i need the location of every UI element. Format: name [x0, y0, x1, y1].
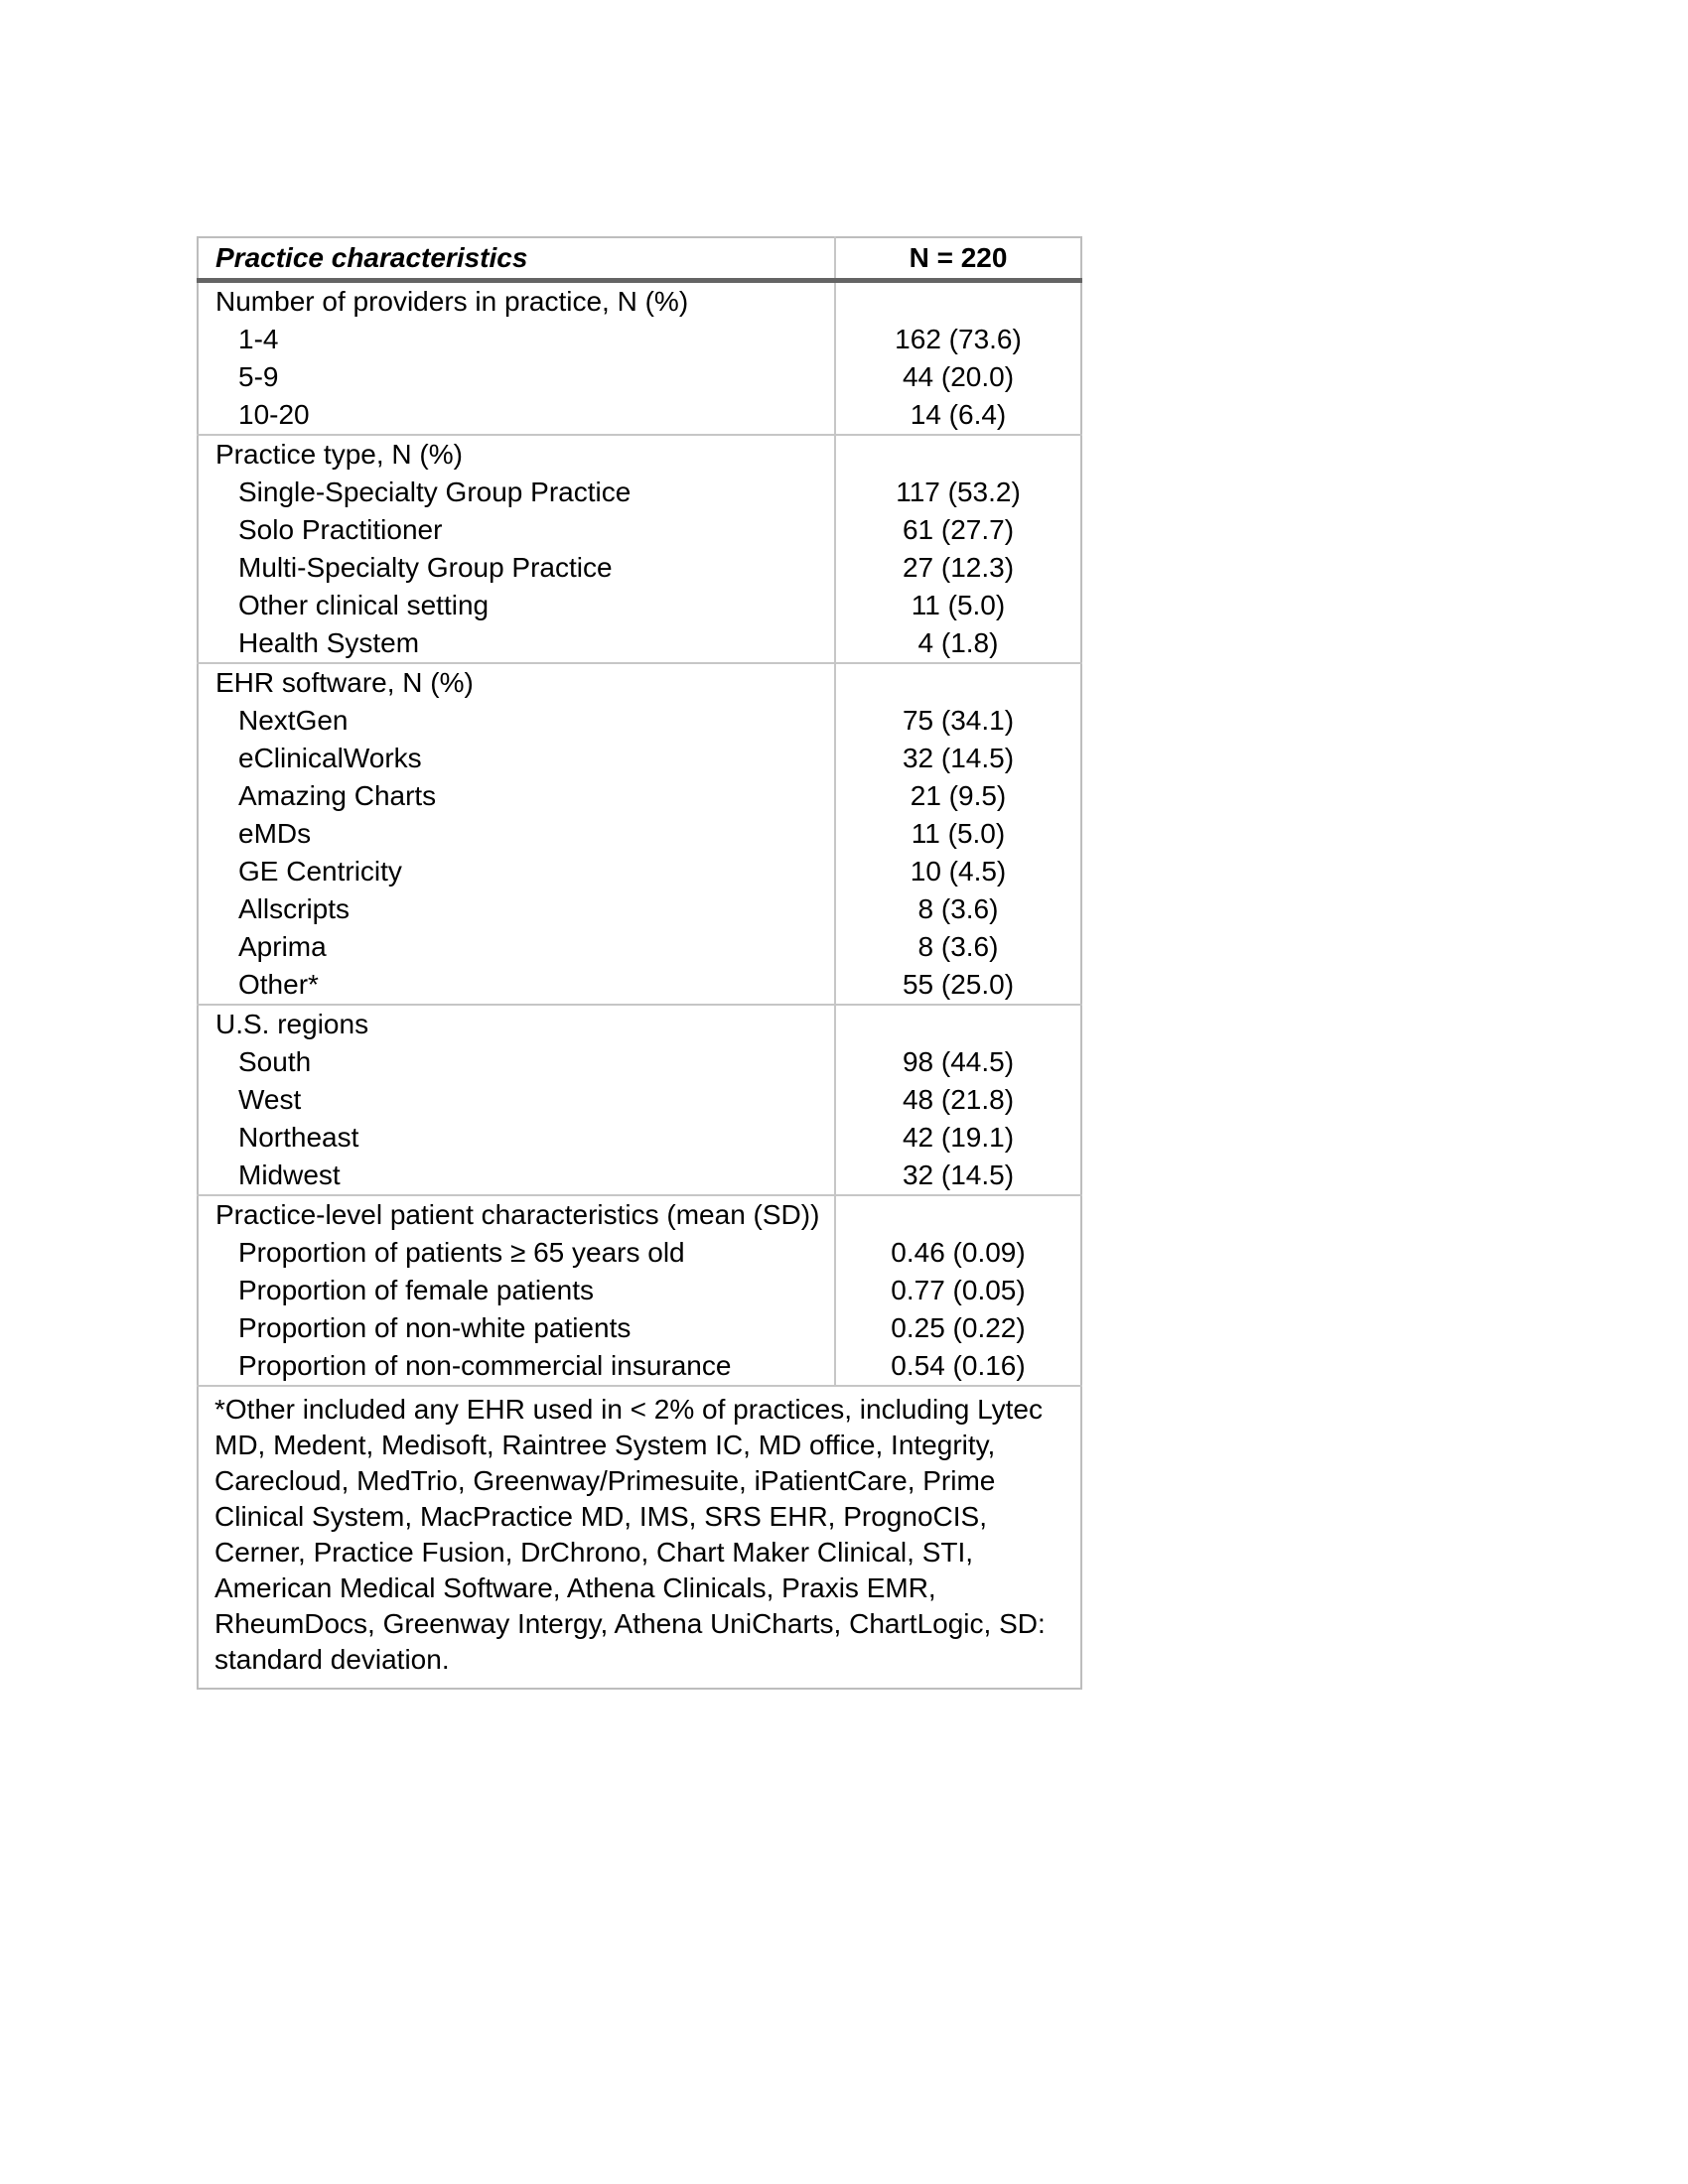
- group-label: U.S. regions: [198, 1005, 835, 1043]
- group-row-u-s-regions: [198, 1005, 1081, 1043]
- table-row-proportion-of-non-white-patients: [198, 1309, 1081, 1347]
- practice-characteristics-table: [197, 236, 1082, 1690]
- table-row-eclinicalworks: [198, 740, 1081, 777]
- table-row-ge-centricity: [198, 853, 1081, 890]
- row-value: 55 (25.0): [902, 969, 1015, 1001]
- table-row-aprima: [198, 928, 1081, 966]
- table-row-multi-specialty-group-practice: [198, 549, 1081, 587]
- group-label: Number of providers in practice, N (%): [198, 281, 835, 322]
- row-value: 14 (6.4): [910, 399, 1007, 431]
- table-footnote-row: [198, 1386, 1081, 1689]
- row-value: 11 (5.0): [911, 818, 1006, 850]
- table-row-midwest: [198, 1157, 1081, 1195]
- row-label: Proportion of female patients: [198, 1272, 835, 1309]
- table-row-west: [198, 1081, 1081, 1119]
- row-value: 48 (21.8): [902, 1084, 1015, 1116]
- row-value: 4 (1.8): [917, 627, 999, 659]
- table-row-allscripts: [198, 890, 1081, 928]
- row-value: 8 (3.6): [917, 893, 999, 925]
- row-label: Solo Practitioner: [198, 511, 835, 549]
- table-row-10-20: [198, 396, 1081, 435]
- row-value: 32 (14.5): [902, 743, 1015, 774]
- row-label: Proportion of patients ≥ 65 years old: [198, 1234, 835, 1272]
- group-label: Practice-level patient characteristics (mean (SD)): [198, 1195, 835, 1234]
- row-label: GE Centricity: [198, 853, 835, 890]
- row-value: 42 (19.1): [902, 1122, 1015, 1154]
- row-value: 0.54 (0.16): [891, 1350, 1026, 1382]
- table-row-emds: [198, 815, 1081, 853]
- group-value-empty: [835, 663, 1081, 702]
- table-row-proportion-of-female-patients: [198, 1272, 1081, 1309]
- row-label: Aprima: [198, 928, 835, 966]
- group-label: EHR software, N (%): [198, 663, 835, 702]
- row-label: Midwest: [198, 1157, 835, 1195]
- table-row-proportion-of-non-commercial-insurance: [198, 1347, 1081, 1386]
- table-row-other-clinical-setting: [198, 587, 1081, 624]
- row-label: Allscripts: [198, 890, 835, 928]
- table-row-single-specialty-group-practice: [198, 474, 1081, 511]
- row-value: 10 (4.5): [910, 856, 1007, 887]
- group-value-empty: [835, 435, 1081, 474]
- row-label: Other clinical setting: [198, 587, 835, 624]
- row-value: 27 (12.3): [902, 552, 1015, 584]
- table-header-row: [198, 237, 1081, 281]
- row-label: South: [198, 1043, 835, 1081]
- row-label: 1-4: [198, 321, 835, 358]
- row-label: Other*: [198, 966, 835, 1005]
- table-row-solo-practitioner: [198, 511, 1081, 549]
- table-row-northeast: [198, 1119, 1081, 1157]
- row-label: Northeast: [198, 1119, 835, 1157]
- row-label: Proportion of non-white patients: [198, 1309, 835, 1347]
- table-row-health-system: [198, 624, 1081, 663]
- table-row-proportion-of-patients-65-years-old: [198, 1234, 1081, 1272]
- row-label: Amazing Charts: [198, 777, 835, 815]
- row-label: Single-Specialty Group Practice: [198, 474, 835, 511]
- group-value-empty: [835, 1005, 1081, 1043]
- row-label: eMDs: [198, 815, 835, 853]
- row-value: 21 (9.5): [910, 780, 1007, 812]
- table-footnote: *Other included any EHR used in < 2% of practices, including Lytec MD, Medent, Medisoft, Raintree System IC, MD office, Integrity, Carecloud, MedTrio, Greenway/Primesuite, iPatientCare, Prime Clinical System, MacPractice MD, IMS, SRS EHR, PrognoCIS, Cerner, Practice Fusion, DrChrono, Chart Maker Clinical, STI, American Medical Software, Athena Clinicals, Praxis EMR, RheumDocs, Greenway Intergy, Athena UniCharts, ChartLogic, SD: standard deviation.: [198, 1386, 1081, 1689]
- row-label: NextGen: [198, 702, 835, 740]
- row-value: 75 (34.1): [902, 705, 1015, 737]
- group-value-empty: [835, 281, 1081, 322]
- row-value: 117 (53.2): [896, 477, 1021, 508]
- row-value: 61 (27.7): [902, 514, 1015, 546]
- group-row-practice-type-n: [198, 435, 1081, 474]
- row-value: 162 (73.6): [895, 324, 1022, 355]
- table-row-amazing-charts: [198, 777, 1081, 815]
- row-value: 0.77 (0.05): [891, 1275, 1026, 1306]
- group-row-ehr-software-n: [198, 663, 1081, 702]
- row-value: 44 (20.0): [902, 361, 1015, 393]
- row-value: 98 (44.5): [902, 1046, 1015, 1078]
- row-value: 0.25 (0.22): [891, 1312, 1026, 1344]
- table-row-1-4: [198, 321, 1081, 358]
- table-row-other: [198, 966, 1081, 1005]
- row-label: 5-9: [198, 358, 835, 396]
- group-row-practice-level-patient-characteristics-m: [198, 1195, 1081, 1234]
- row-label: 10-20: [198, 396, 835, 435]
- header-cell-practice-characteristics: Practice characteristics: [198, 237, 835, 281]
- table-row-5-9: [198, 358, 1081, 396]
- row-value: 8 (3.6): [917, 931, 999, 963]
- group-value-empty: [835, 1195, 1081, 1234]
- row-value: 0.46 (0.09): [891, 1237, 1026, 1269]
- row-label: Health System: [198, 624, 835, 663]
- row-label: eClinicalWorks: [198, 740, 835, 777]
- document-page: [197, 236, 1082, 1690]
- group-label: Practice type, N (%): [198, 435, 835, 474]
- table-row-south: [198, 1043, 1081, 1081]
- group-row-number-of-providers-in-practice-n: [198, 281, 1081, 322]
- row-label: West: [198, 1081, 835, 1119]
- row-value: 32 (14.5): [902, 1160, 1015, 1191]
- row-label: Proportion of non-commercial insurance: [198, 1347, 835, 1386]
- header-cell-n-total: N = 220: [835, 237, 1081, 281]
- table-row-nextgen: [198, 702, 1081, 740]
- row-value: 11 (5.0): [911, 590, 1006, 621]
- row-label: Multi-Specialty Group Practice: [198, 549, 835, 587]
